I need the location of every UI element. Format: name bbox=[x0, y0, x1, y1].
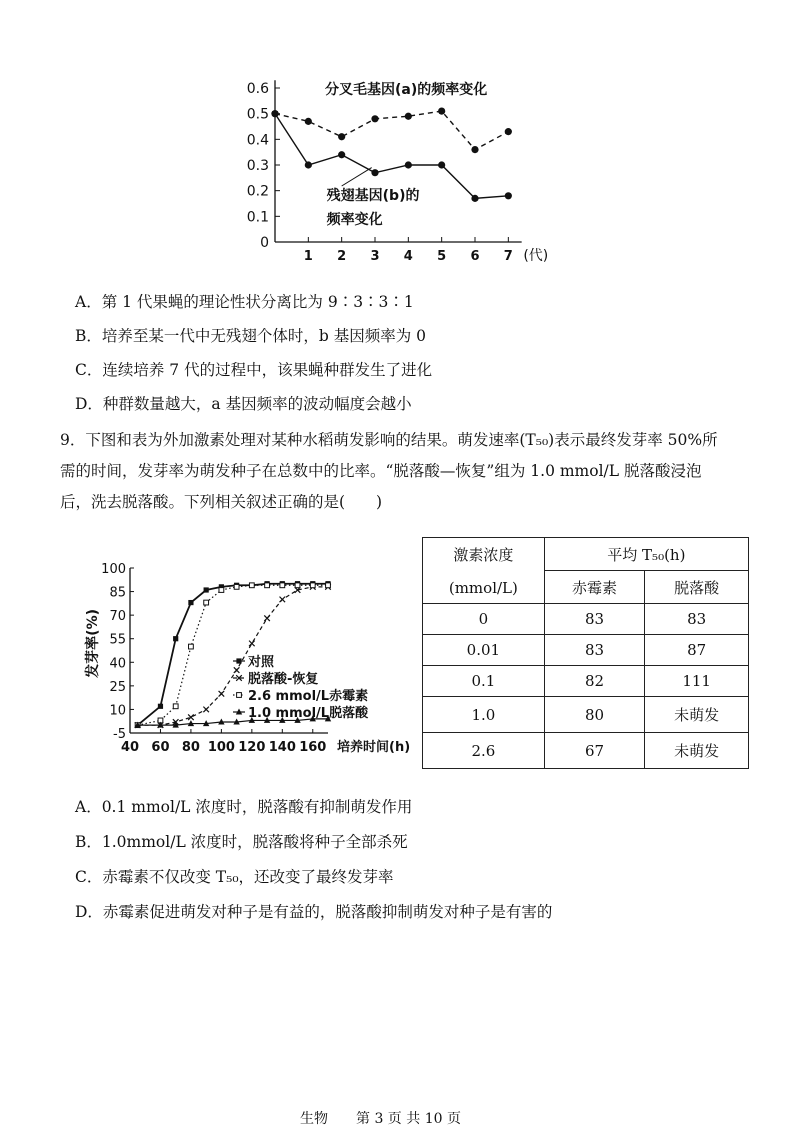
chart2-series-line bbox=[138, 587, 328, 725]
chart2-marker-open-square bbox=[265, 583, 270, 588]
q9-option-a: A．0.1 mmol/L 浓度时，脱落酸有抑制萌发作用 bbox=[75, 798, 413, 816]
chart2-y-tick-label: 100 bbox=[101, 562, 126, 577]
table-row: 0.01 83 87 bbox=[423, 635, 749, 666]
chart1-data-point bbox=[505, 192, 512, 199]
q8-option-b: B．培养至某一代中无残翅个体时，b 基因频率为 0 bbox=[75, 327, 427, 345]
chart2-marker-open-square bbox=[189, 644, 194, 649]
chart2-y-tick-label: 25 bbox=[109, 679, 126, 695]
chart2-legend-label: 2.6 mmol/L赤霉素 bbox=[248, 689, 369, 704]
chart1-series-line bbox=[275, 114, 508, 199]
chart1-x-tick-label: 4 bbox=[403, 249, 413, 264]
table-header-abscisic-acid: 脱落酸 bbox=[645, 571, 749, 604]
chart1-data-point bbox=[371, 115, 378, 122]
chart2-marker-square bbox=[236, 658, 241, 663]
chart1-y-tick-label: 0.3 bbox=[246, 158, 269, 174]
chart1-x-tick-label: 2 bbox=[337, 249, 347, 264]
chart1-label-pointer bbox=[342, 168, 372, 186]
chart2-x-tick-label: 100 bbox=[207, 740, 235, 755]
chart1-data-point bbox=[438, 161, 445, 168]
table-header-gibberellin: 赤霉素 bbox=[544, 571, 645, 604]
chart2-y-label: 发芽率(%) bbox=[85, 609, 101, 678]
chart2-marker-open-square bbox=[295, 583, 300, 588]
table-row: 0.1 82 111 bbox=[423, 666, 749, 697]
chart1-data-point bbox=[471, 195, 478, 202]
chart2-y-tick-label: 85 bbox=[109, 585, 126, 601]
chart2-marker-square bbox=[173, 636, 178, 641]
chart2-legend-label: 对照 bbox=[248, 655, 275, 670]
chart1-data-point bbox=[505, 128, 512, 135]
chart1-y-tick-label: 0.4 bbox=[246, 132, 269, 149]
chart2-marker-open-square bbox=[219, 588, 224, 593]
chart2-marker-open-square bbox=[326, 583, 331, 588]
table-row: 2.6 67 未萌发 bbox=[423, 733, 749, 769]
chart1-data-point bbox=[338, 133, 345, 140]
chart1-x-tick-label: 1 bbox=[303, 249, 313, 264]
chart2-marker-open-square bbox=[234, 584, 239, 589]
chart1-x-tick-label: 6 bbox=[470, 249, 480, 264]
t50-table bbox=[422, 537, 749, 769]
chart2-legend-label: 1.0 mmol/L脱落酸 bbox=[248, 706, 369, 721]
chart1-x-tick-label: 5 bbox=[437, 249, 447, 264]
germination-chart bbox=[85, 555, 411, 770]
chart1-x-label: (代) bbox=[523, 248, 549, 264]
chart1-data-point bbox=[438, 108, 445, 115]
gene-frequency-chart bbox=[230, 70, 549, 270]
chart1-y-tick-label: 0.1 bbox=[246, 209, 269, 226]
table-row: 0 83 83 bbox=[423, 604, 749, 635]
q9-option-d: D．赤霉素促进萌发对种子是有益的，脱落酸抑制萌发对种子是有害的 bbox=[75, 903, 553, 921]
table-header-concentration: 激素浓度 (mmol/L) bbox=[423, 538, 545, 604]
chart2-x-tick-label: 40 bbox=[120, 740, 140, 755]
chart1-y-tick-label: 0.2 bbox=[246, 183, 269, 200]
chart1-data-point bbox=[371, 169, 378, 176]
chart1-label-b-line1: 残翅基因(b)的 bbox=[326, 188, 420, 204]
q8-option-d: D．种群数量越大，a 基因频率的波动幅度会越小 bbox=[75, 395, 412, 413]
chart2-marker-open-square bbox=[310, 583, 315, 588]
table-header-t50: 平均 T₅₀(h) bbox=[544, 538, 748, 571]
chart1-data-point bbox=[271, 110, 278, 117]
chart2-marker-open-square bbox=[249, 583, 254, 588]
chart1-series-line bbox=[275, 111, 508, 150]
chart2-y-tick-label: 55 bbox=[109, 632, 126, 648]
q8-option-c: C．连续培养 7 代的过程中，该果蝇种群发生了进化 bbox=[75, 361, 433, 379]
chart1-y-tick-label: 0.6 bbox=[246, 81, 269, 97]
page-footer: 生物 第 3 页 共 10 页 bbox=[300, 1111, 461, 1127]
chart2-x-tick-label: 160 bbox=[299, 740, 327, 755]
chart2-x-tick-label: 80 bbox=[181, 740, 200, 755]
q8-option-a: A．第 1 代果蝇的理论性状分离比为 9∶3∶3∶1 bbox=[75, 293, 414, 311]
chart1-x-tick-label: 3 bbox=[370, 249, 380, 264]
chart1-label-b-line2: 频率变化 bbox=[326, 212, 383, 228]
table-row: 1.0 80 未萌发 bbox=[423, 697, 749, 733]
chart1-x-tick-label: 7 bbox=[503, 249, 513, 264]
chart2-series-line bbox=[138, 585, 328, 725]
chart2-marker-open-square bbox=[237, 693, 242, 698]
chart2-x-tick-label: 140 bbox=[268, 740, 296, 755]
chart1-data-point bbox=[471, 146, 478, 153]
q9-stem-line3: 后，洗去脱落酸。下列相关叙述正确的是( ) bbox=[60, 493, 383, 511]
chart2-marker-open-square bbox=[173, 704, 178, 709]
chart1-data-point bbox=[305, 161, 312, 168]
chart2-marker-open-square bbox=[204, 600, 209, 605]
chart2-legend-label: 脱落酸-恢复 bbox=[248, 672, 319, 687]
chart2-y-tick-label: -5 bbox=[113, 727, 126, 742]
chart1-y-tick-label: 0.5 bbox=[246, 106, 269, 123]
q9-stem-line2: 需的时间，发芽率为萌发种子在总数中的比率。“脱落酸—恢复”组为 1.0 mmol/L 脱落酸浸泡 bbox=[60, 462, 702, 480]
chart1-data-point bbox=[338, 151, 345, 158]
chart1-data-point bbox=[305, 118, 312, 125]
chart2-x-tick-label: 60 bbox=[151, 740, 170, 755]
chart2-marker-open-square bbox=[280, 583, 285, 588]
chart2-x-tick-label: 120 bbox=[238, 740, 266, 755]
chart2-x-label: 培养时间(h) bbox=[337, 740, 411, 755]
chart2-marker-square bbox=[158, 704, 163, 709]
chart1-data-point bbox=[405, 161, 412, 168]
chart1-y-tick-label: 0 bbox=[260, 235, 269, 251]
chart2-marker-square bbox=[188, 600, 193, 605]
chart2-y-tick-label: 40 bbox=[109, 656, 126, 672]
chart2-y-tick-label: 70 bbox=[109, 609, 126, 625]
chart2-y-tick-label: 10 bbox=[109, 703, 126, 719]
chart1-label-a: 分叉毛基因(a)的频率变化 bbox=[325, 82, 488, 98]
q9-option-b: B．1.0mmol/L 浓度时，脱落酸将种子全部杀死 bbox=[75, 833, 408, 851]
q9-option-c: C．赤霉素不仅改变 T₅₀，还改变了最终发芽率 bbox=[75, 868, 394, 886]
q9-stem-line1: 9．下图和表为外加激素处理对某种水稻萌发影响的结果。萌发速率(T₅₀)表示最终发芽率 50%所 bbox=[60, 431, 718, 449]
chart2-marker-square bbox=[204, 587, 209, 592]
chart1-data-point bbox=[405, 113, 412, 120]
